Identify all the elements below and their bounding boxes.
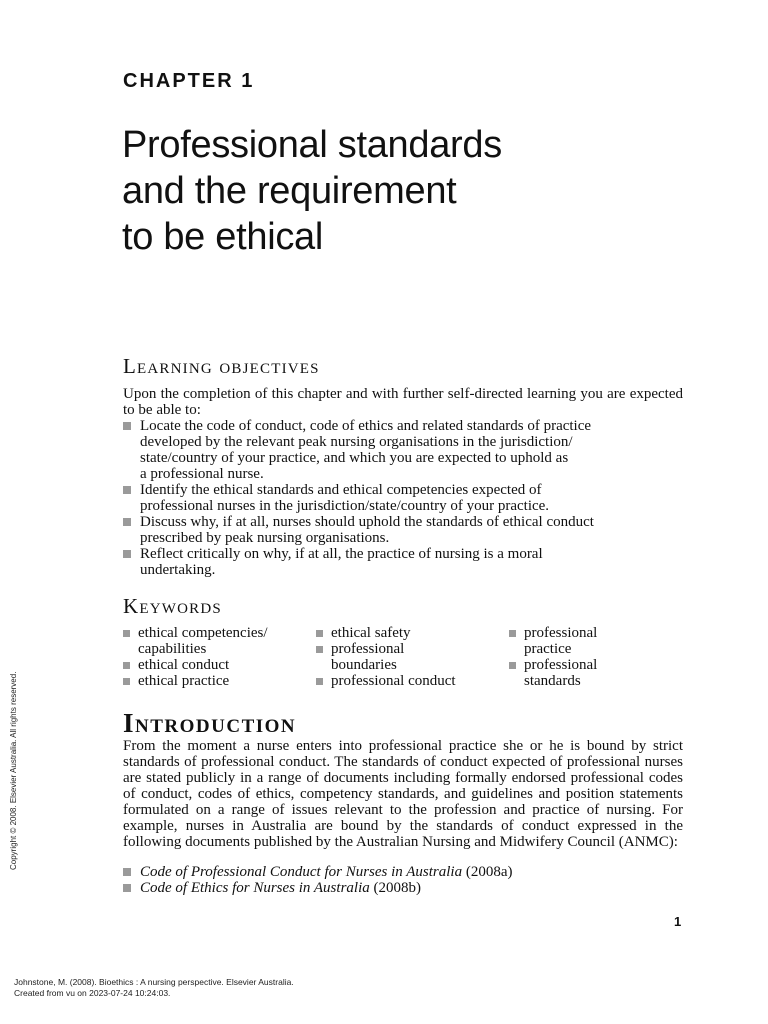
keyword-item (123, 657, 313, 673)
objective-line: Identify the ethical standards and ethical competencies expected of (140, 482, 542, 498)
objective-item (123, 482, 683, 514)
keywords-heading: Keywords (123, 594, 222, 618)
keyword-item (316, 673, 506, 689)
keyword-line: professional (524, 625, 598, 641)
bullet-square-icon (123, 550, 131, 558)
keywords-column (123, 625, 313, 689)
chapter-title (122, 122, 642, 260)
footer-citation (14, 977, 294, 999)
keyword-line: practice (524, 641, 572, 657)
keyword-line: ethical competencies/ (138, 625, 268, 641)
bullet-square-icon (123, 662, 130, 669)
keyword-line: professional (331, 641, 405, 657)
side-copyright-notice: Copyright © 2008. Elsevier Australia. All rights reserved. (9, 671, 18, 870)
chapter-label: CHAPTER 1 (123, 70, 255, 92)
chapter-title-line: Professional standards (122, 124, 502, 166)
bullet-square-icon (316, 678, 323, 685)
bullet-square-icon (123, 486, 131, 494)
bullet-square-icon (123, 868, 131, 876)
keyword-line: professional (524, 657, 598, 673)
bullet-square-icon (316, 646, 323, 653)
keyword-item (509, 625, 679, 657)
chapter-title-line: to be ethical (122, 216, 324, 258)
introduction-paragraph: From the moment a nurse enters into professional practice she or he is bound by strict standards of professional conduct. The standards of conduct expected of professional nurses are stated publicly in a range of documents including formally endorsed professional codes of conduct, codes of ethics, competency standards, and guidelines and position statements formulated on a range of issues relevant to the profession and practice of nursing. For example, nurses in Australia are bound by the standards of conduct expressed in the following documents published by the Australian Nursing and Midwifery Council (ANMC): (123, 738, 683, 850)
learning-objectives-list (123, 418, 683, 578)
objective-line: Locate the code of conduct, code of ethics and related standards of practice (140, 418, 592, 434)
chapter-title-line: and the requirement (122, 170, 457, 212)
bullet-square-icon (509, 630, 516, 637)
reference-item (123, 880, 683, 896)
reference-item (123, 864, 683, 880)
keywords-grid (123, 625, 683, 695)
objective-line: prescribed by peak nursing organisations. (140, 530, 390, 546)
keyword-item (509, 657, 679, 689)
bullet-square-icon (123, 884, 131, 892)
footer-created-line: Created from vu on 2023-07-24 10:24:03. (14, 988, 171, 998)
keyword-item (123, 625, 313, 657)
objective-line: Reflect critically on why, if at all, the practice of nursing is a moral (140, 546, 543, 562)
keyword-item (316, 625, 506, 641)
objective-item (123, 514, 683, 546)
page-number: 1 (674, 914, 682, 929)
introduction-heading: Introduction (123, 708, 297, 738)
reference-title: Code of Ethics for Nurses in Australia (140, 880, 370, 896)
footer-citation-line: Johnstone, M. (2008). Bioethics : A nursing perspective. Elsevier Australia. (14, 977, 294, 987)
keyword-line: standards (524, 673, 581, 689)
objective-line: undertaking. (140, 562, 216, 578)
keyword-item (123, 673, 313, 689)
keyword-line: ethical practice (138, 673, 230, 689)
bullet-square-icon (123, 678, 130, 685)
bullet-square-icon (123, 630, 130, 637)
objective-line: Discuss why, if at all, nurses should uphold the standards of ethical conduct (140, 514, 594, 530)
objective-item (123, 418, 683, 482)
objective-item (123, 546, 683, 578)
keyword-line: ethical safety (331, 625, 411, 641)
learning-objectives-intro: Upon the completion of this chapter and with further self-directed learning you are expected to be able to: (123, 386, 683, 418)
keyword-item (316, 641, 506, 673)
bullet-square-icon (509, 662, 516, 669)
bullet-square-icon (123, 518, 131, 526)
bullet-square-icon (316, 630, 323, 637)
reference-title: Code of Professional Conduct for Nurses in Australia (140, 864, 463, 880)
reference-year: (2008b) (369, 880, 421, 896)
keyword-line: ethical conduct (138, 657, 230, 673)
objective-line: professional nurses in the jurisdiction/state/country of your practice. (140, 498, 550, 514)
objective-line: state/country of your practice, and which you are expected to uphold as (140, 450, 569, 466)
reference-year: (2008a) (462, 864, 513, 880)
objective-line: a professional nurse. (140, 466, 264, 482)
keywords-column (316, 625, 506, 689)
keyword-line: capabilities (138, 641, 207, 657)
reference-list (123, 864, 683, 896)
keyword-line: boundaries (331, 657, 397, 673)
objective-line: developed by the relevant peak nursing organisations in the jurisdiction/ (140, 434, 573, 450)
bullet-square-icon (123, 422, 131, 430)
keywords-column (509, 625, 679, 689)
keyword-line: professional conduct (331, 673, 456, 689)
learning-objectives-heading: Learning objectives (123, 354, 320, 378)
